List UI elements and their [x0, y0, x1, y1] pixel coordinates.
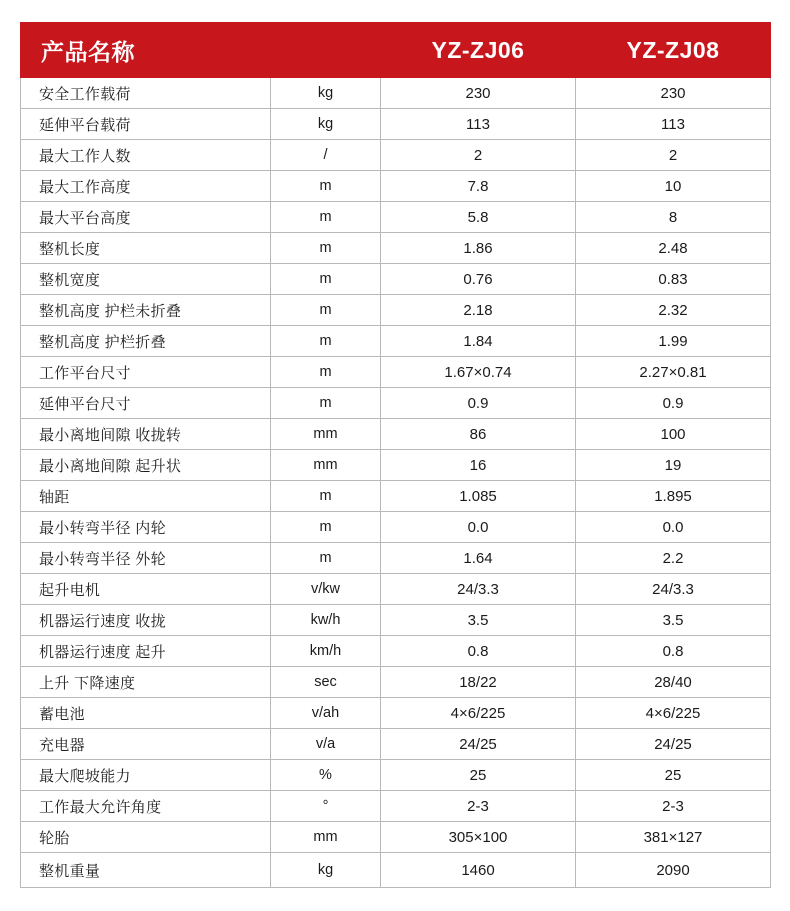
cell-unit: mm	[271, 450, 381, 481]
cell-value-model-2: 0.9	[576, 388, 771, 419]
cell-value-model-1: 5.8	[381, 202, 576, 233]
table-row	[21, 481, 771, 512]
cell-value-model-2: 10	[576, 171, 771, 202]
cell-value-model-2: 28/40	[576, 667, 771, 698]
column-header-model-2: YZ-ZJ08	[576, 23, 771, 78]
cell-value-model-1: 86	[381, 419, 576, 450]
cell-unit: m	[271, 357, 381, 388]
table-row	[21, 450, 771, 481]
cell-value-model-1: 1460	[381, 853, 576, 888]
table-row	[21, 543, 771, 574]
cell-parameter-name: 工作平台尺寸	[21, 357, 271, 388]
cell-value-model-2: 113	[576, 109, 771, 140]
cell-value-model-1: 1.64	[381, 543, 576, 574]
table-header-row	[21, 23, 771, 78]
cell-value-model-1: 2-3	[381, 791, 576, 822]
table-row	[21, 760, 771, 791]
cell-value-model-2: 24/3.3	[576, 574, 771, 605]
cell-value-model-2: 2-3	[576, 791, 771, 822]
cell-value-model-1: 18/22	[381, 667, 576, 698]
cell-parameter-name: 工作最大允许角度	[21, 791, 271, 822]
cell-value-model-1: 2	[381, 140, 576, 171]
cell-unit: m	[271, 512, 381, 543]
cell-value-model-1: 24/3.3	[381, 574, 576, 605]
column-header-product-name: 产品名称	[21, 23, 271, 78]
cell-unit: m	[271, 388, 381, 419]
cell-value-model-1: 1.84	[381, 326, 576, 357]
cell-value-model-1: 4×6/225	[381, 698, 576, 729]
cell-parameter-name: 最小转弯半径 内轮	[21, 512, 271, 543]
cell-value-model-1: 25	[381, 760, 576, 791]
cell-value-model-2: 8	[576, 202, 771, 233]
cell-unit: km/h	[271, 636, 381, 667]
cell-unit: m	[271, 481, 381, 512]
cell-parameter-name: 最小转弯半径 外轮	[21, 543, 271, 574]
table-row	[21, 729, 771, 760]
cell-unit: °	[271, 791, 381, 822]
cell-value-model-2: 2	[576, 140, 771, 171]
table-row	[21, 822, 771, 853]
cell-value-model-1: 2.18	[381, 295, 576, 326]
cell-value-model-2: 230	[576, 78, 771, 109]
table-row	[21, 109, 771, 140]
table-row	[21, 140, 771, 171]
table-row	[21, 636, 771, 667]
cell-value-model-2: 0.83	[576, 264, 771, 295]
cell-parameter-name: 整机高度 护栏未折叠	[21, 295, 271, 326]
cell-value-model-2: 0.8	[576, 636, 771, 667]
table-row	[21, 264, 771, 295]
cell-value-model-1: 1.085	[381, 481, 576, 512]
table-row	[21, 605, 771, 636]
cell-value-model-1: 0.0	[381, 512, 576, 543]
cell-value-model-2: 25	[576, 760, 771, 791]
table-row	[21, 419, 771, 450]
cell-value-model-1: 0.9	[381, 388, 576, 419]
cell-unit: m	[271, 326, 381, 357]
cell-unit: m	[271, 233, 381, 264]
cell-value-model-1: 0.8	[381, 636, 576, 667]
cell-unit: kg	[271, 78, 381, 109]
cell-value-model-2: 2090	[576, 853, 771, 888]
table-row	[21, 791, 771, 822]
cell-parameter-name: 最大平台高度	[21, 202, 271, 233]
table-row	[21, 667, 771, 698]
cell-parameter-name: 蓄电池	[21, 698, 271, 729]
table-row	[21, 78, 771, 109]
cell-unit: kg	[271, 109, 381, 140]
cell-parameter-name: 整机宽度	[21, 264, 271, 295]
cell-parameter-name: 最大工作高度	[21, 171, 271, 202]
table-row	[21, 202, 771, 233]
cell-unit: v/ah	[271, 698, 381, 729]
cell-unit: m	[271, 295, 381, 326]
cell-unit: m	[271, 171, 381, 202]
cell-value-model-1: 1.67×0.74	[381, 357, 576, 388]
cell-value-model-1: 230	[381, 78, 576, 109]
cell-parameter-name: 整机高度 护栏折叠	[21, 326, 271, 357]
cell-unit: %	[271, 760, 381, 791]
cell-parameter-name: 充电器	[21, 729, 271, 760]
cell-unit: kw/h	[271, 605, 381, 636]
cell-parameter-name: 延伸平台载荷	[21, 109, 271, 140]
cell-parameter-name: 最大工作人数	[21, 140, 271, 171]
table-row	[21, 512, 771, 543]
column-header-unit	[271, 23, 381, 78]
table-row	[21, 171, 771, 202]
cell-value-model-1: 113	[381, 109, 576, 140]
cell-value-model-2: 2.32	[576, 295, 771, 326]
cell-value-model-2: 100	[576, 419, 771, 450]
cell-value-model-2: 3.5	[576, 605, 771, 636]
cell-unit: v/a	[271, 729, 381, 760]
cell-value-model-2: 19	[576, 450, 771, 481]
cell-parameter-name: 最大爬坡能力	[21, 760, 271, 791]
cell-value-model-1: 7.8	[381, 171, 576, 202]
cell-value-model-2: 2.2	[576, 543, 771, 574]
cell-parameter-name: 整机长度	[21, 233, 271, 264]
table-body	[21, 78, 771, 888]
cell-unit: m	[271, 202, 381, 233]
cell-parameter-name: 最小离地间隙 收拢转	[21, 419, 271, 450]
cell-parameter-name: 机器运行速度 起升	[21, 636, 271, 667]
cell-unit: m	[271, 264, 381, 295]
table-row	[21, 233, 771, 264]
cell-value-model-2: 1.895	[576, 481, 771, 512]
table-row	[21, 574, 771, 605]
cell-value-model-1: 3.5	[381, 605, 576, 636]
cell-unit: mm	[271, 822, 381, 853]
cell-unit: mm	[271, 419, 381, 450]
cell-parameter-name: 上升 下降速度	[21, 667, 271, 698]
cell-unit: sec	[271, 667, 381, 698]
table-row	[21, 357, 771, 388]
table-row	[21, 698, 771, 729]
cell-value-model-1: 0.76	[381, 264, 576, 295]
cell-value-model-2: 1.99	[576, 326, 771, 357]
cell-value-model-2: 4×6/225	[576, 698, 771, 729]
cell-unit: m	[271, 543, 381, 574]
cell-value-model-1: 305×100	[381, 822, 576, 853]
table-row	[21, 388, 771, 419]
cell-value-model-1: 16	[381, 450, 576, 481]
cell-parameter-name: 轴距	[21, 481, 271, 512]
table-row	[21, 326, 771, 357]
table-row	[21, 853, 771, 888]
cell-unit: kg	[271, 853, 381, 888]
cell-parameter-name: 起升电机	[21, 574, 271, 605]
cell-parameter-name: 机器运行速度 收拢	[21, 605, 271, 636]
cell-parameter-name: 安全工作载荷	[21, 78, 271, 109]
cell-parameter-name: 延伸平台尺寸	[21, 388, 271, 419]
cell-value-model-2: 2.48	[576, 233, 771, 264]
cell-parameter-name: 最小离地间隙 起升状	[21, 450, 271, 481]
specification-table	[20, 22, 771, 888]
cell-parameter-name: 轮胎	[21, 822, 271, 853]
cell-value-model-1: 1.86	[381, 233, 576, 264]
cell-value-model-1: 24/25	[381, 729, 576, 760]
cell-parameter-name: 整机重量	[21, 853, 271, 888]
table-header	[21, 23, 771, 78]
table-row	[21, 295, 771, 326]
cell-unit: /	[271, 140, 381, 171]
column-header-model-1: YZ-ZJ06	[381, 23, 576, 78]
cell-value-model-2: 381×127	[576, 822, 771, 853]
cell-value-model-2: 24/25	[576, 729, 771, 760]
cell-unit: v/kw	[271, 574, 381, 605]
cell-value-model-2: 0.0	[576, 512, 771, 543]
cell-value-model-2: 2.27×0.81	[576, 357, 771, 388]
